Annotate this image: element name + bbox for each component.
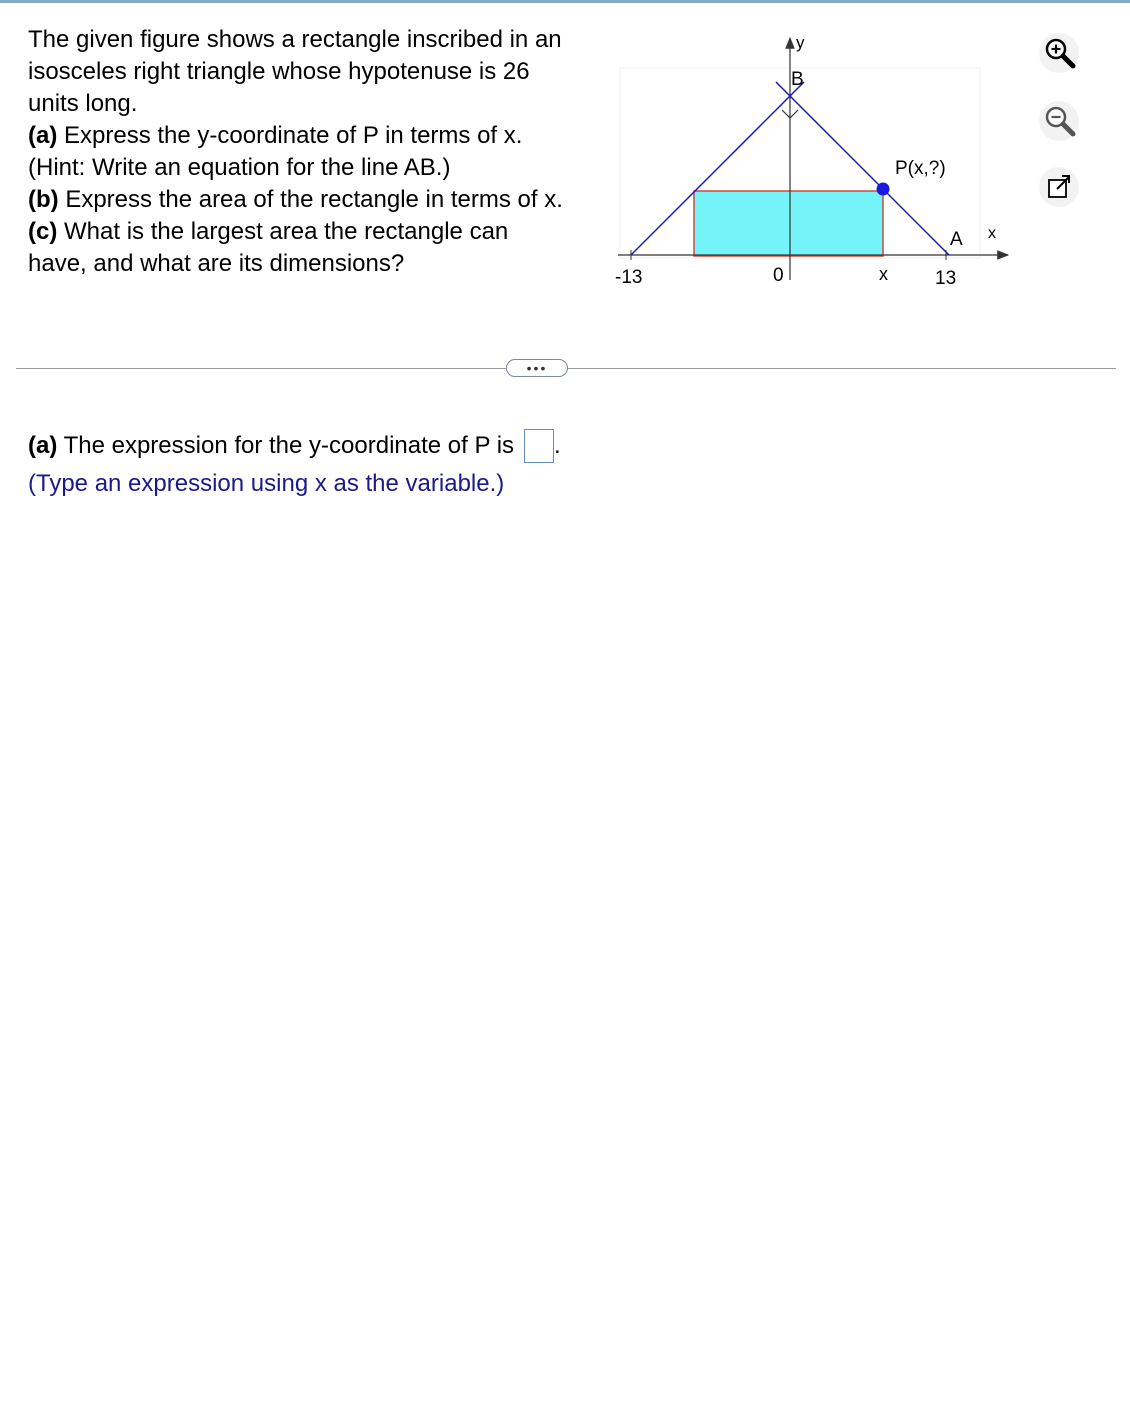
part-b-text: Express the area of the rectangle in terms of x.: [58, 186, 563, 213]
tick-label-zero: 0: [773, 265, 784, 286]
popout-icon: [1036, 165, 1082, 209]
point-a-label: A: [950, 229, 963, 250]
answer-prompt: [28, 428, 561, 464]
problem-intro: The given figure shows a rectangle inscribed in an isosceles right triangle whose hypotenuse is 26 units long.: [28, 26, 562, 117]
answer-input-box[interactable]: [524, 429, 554, 463]
point-p-label: P(x,?): [895, 158, 946, 179]
problem-part-b: [28, 184, 573, 216]
part-a-label: (a): [28, 122, 58, 149]
popout-button[interactable]: [1034, 164, 1084, 210]
top-rule: [0, 0, 1130, 3]
problem-part-c: [28, 216, 573, 280]
zoom-in-button[interactable]: [1034, 30, 1084, 76]
more-options-button[interactable]: •••: [506, 359, 568, 377]
answer-hint: (Type an expression using x as the variable.): [28, 470, 505, 497]
point-p: [877, 183, 890, 196]
part-c-label: (c): [28, 218, 58, 245]
part-b-label: (b): [28, 186, 59, 213]
answer-prompt-text: The expression for the y-coordinate of P is: [57, 432, 515, 459]
zoom-in-icon: [1036, 31, 1082, 75]
triangle-figure: [600, 28, 1020, 303]
zoom-out-button[interactable]: [1034, 98, 1084, 144]
part-c-text: What is the largest area the rectangle can have, and what are its dimensions?: [28, 218, 509, 277]
part-a-text: Express the y-coordinate of P in terms of x. (Hint: Write an equation for the line AB.): [28, 122, 523, 181]
point-b-label: B: [791, 69, 804, 90]
line-extension-left: [776, 82, 790, 96]
x-axis-label: x: [988, 225, 996, 242]
tick-label-neg-13: -13: [615, 267, 643, 288]
y-axis-label: y: [796, 33, 805, 52]
inscribed-rectangle: [694, 191, 883, 256]
answer-part-label: (a): [28, 432, 58, 459]
zoom-out-icon: [1036, 99, 1082, 143]
problem-part-a: [28, 120, 573, 184]
tick-label-x: x: [879, 264, 888, 284]
answer-period: .: [554, 432, 561, 459]
problem-statement: [28, 24, 573, 280]
tick-label-13: 13: [935, 268, 957, 289]
answer-section: [28, 428, 561, 502]
